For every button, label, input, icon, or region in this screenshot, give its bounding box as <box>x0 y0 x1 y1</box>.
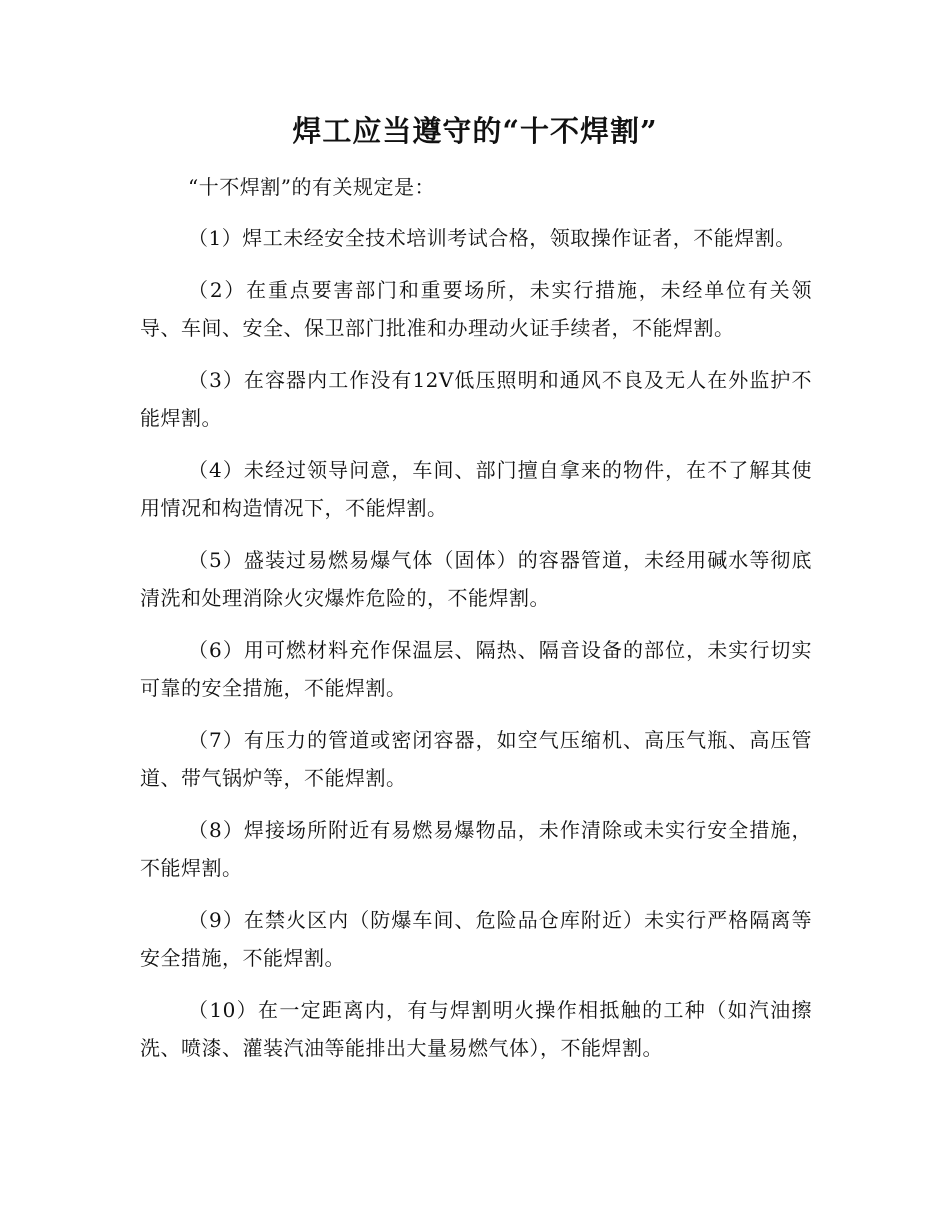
clause-10: （10）在一定距离内，有与焊割明火操作相抵触的工种（如汽油擦洗、喷漆、灌装汽油等能排出大量易燃气体），不能焊割。 <box>140 998 812 1060</box>
clause-3: （3）在容器内工作没有12V低压照明和通风不良及无人在外监护不能焊割。 <box>140 368 812 430</box>
clause-1: （1）焊工未经安全技术培训考试合格，领取操作证者，不能焊割。 <box>188 226 796 250</box>
clause-8: （8）焊接场所附近有易燃易爆物品，未作清除或未实行安全措施，不能焊割。 <box>140 818 812 880</box>
document-title: 焊工应当遵守的“十不焊割” <box>292 114 658 148</box>
clause-4: （4）未经过领导问意，车间、部门擅自拿来的物件，在不了解其使用情况和构造情况下，不能焊割。 <box>140 458 812 520</box>
clause-6: （6）用可燃材料充作保温层、隔热、隔音设备的部位，未实行切实可靠的安全措施，不能焊割。 <box>140 638 812 700</box>
clause-2: （2）在重点要害部门和重要场所，未实行措施，未经单位有关领导、车间、安全、保卫部门批准和办理动火证手续者，不能焊割。 <box>140 278 812 340</box>
clause-7: （7）有压力的管道或密闭容器，如空气压缩机、高压气瓶、高压管道、带气锅炉等，不能焊割。 <box>140 728 812 790</box>
clause-5: （5）盛装过易燃易爆气体（固体）的容器管道，未经用碱水等彻底清洗和处理消除火灾爆炸危险的，不能焊割。 <box>140 548 812 610</box>
clause-9: （9）在禁火区内（防爆车间、危险品仓库附近）未实行严格隔离等安全措施，不能焊割。 <box>140 908 812 970</box>
intro-paragraph: “十不焊割”的有关规定是： <box>188 175 435 199</box>
document-body <box>140 168 812 1081</box>
